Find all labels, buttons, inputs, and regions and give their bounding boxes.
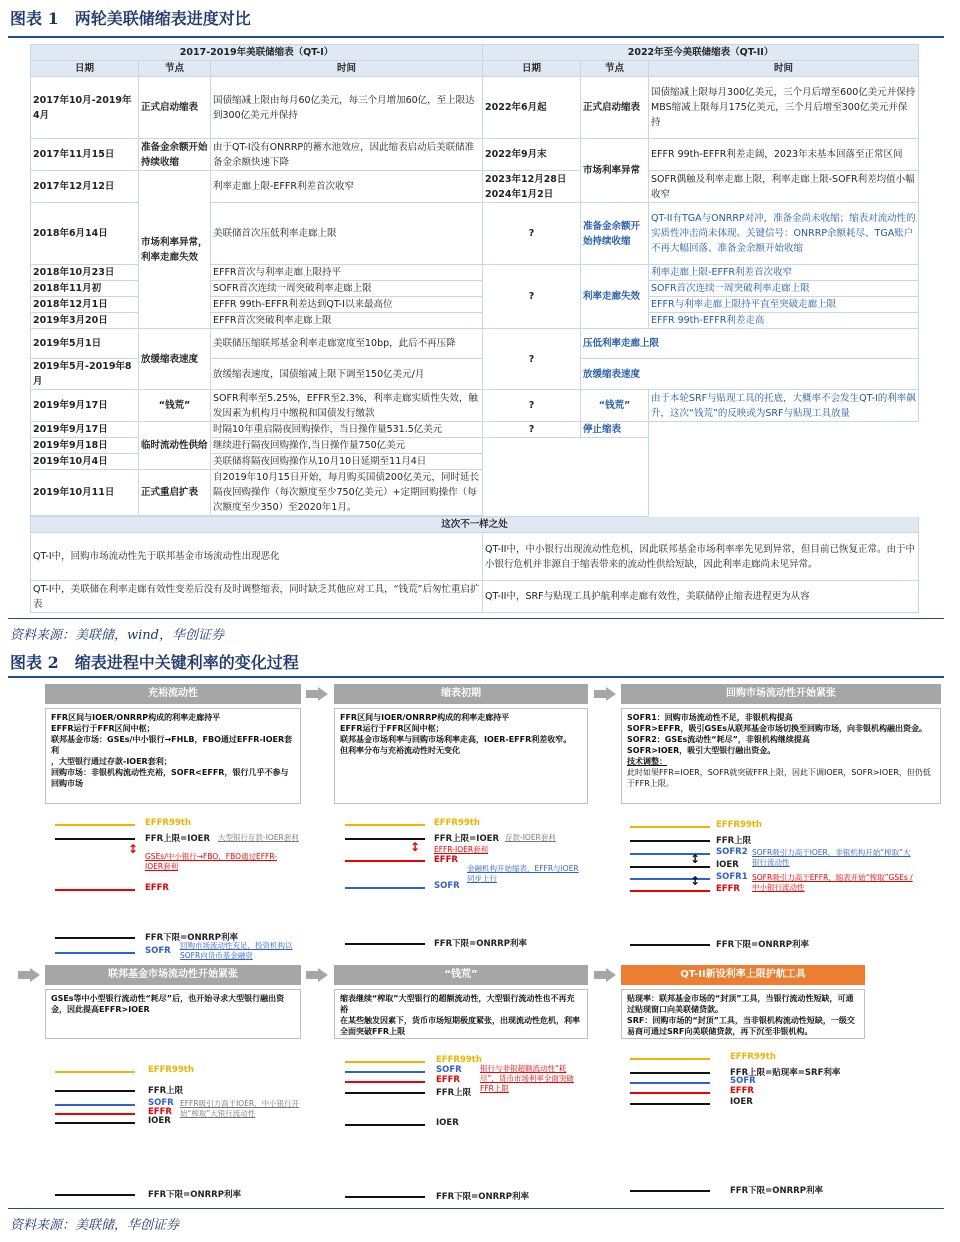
effr99-label: EFFR99th [730, 1052, 776, 1062]
cell-text: SOFR首次连续一周突破利率走廊上限 [211, 281, 483, 297]
effr-label: EFFR [434, 855, 458, 865]
sofr-line [345, 1071, 425, 1073]
panel3-header: 回购市场流动性开始紧张 [621, 684, 941, 704]
floor-label: FFR下限=ONRRP利率 [730, 1186, 823, 1196]
table-row [31, 533, 919, 581]
cap-note: 大型银行存款-IOER套利 [218, 833, 299, 842]
effr-line [630, 890, 710, 892]
flow-arrow-icon [594, 968, 616, 982]
floor-label: FFR下限=ONRRP利率 [436, 1192, 529, 1202]
table-group-header [31, 45, 919, 61]
cell-date: 2019年9月17日 [31, 390, 139, 422]
cell-text: SOFR利率至5.25%，EFFR至2.3%，利率走廊实质性失效，触发因素为机构月中缴税和国债发行缴款 [211, 390, 483, 422]
effr99-label: EFFR99th [148, 1065, 194, 1075]
cell-date: ? [483, 390, 581, 422]
cell-date: 2019年5月1日 [31, 329, 139, 359]
table-row [31, 329, 919, 359]
cell-node: 准备金余额开始持续收缩 [139, 139, 211, 171]
panel2-header: 缩表初期 [334, 684, 588, 704]
sofr-label: SOFR [434, 881, 460, 891]
effr-label: EFFR [436, 1075, 460, 1085]
effr99-label: EFFR99th [145, 818, 191, 828]
effr99-line [55, 1071, 135, 1073]
floor-line [55, 937, 135, 939]
panel5-header: “钱荒” [334, 965, 588, 985]
source-note-2: 资料来源：美联储，华创证券 [10, 1218, 180, 1233]
cap-label: FFR上限 [716, 836, 752, 846]
table-row [31, 422, 919, 438]
cell-text: 利率走廊上限-EFFR利差首次收窄 [649, 265, 919, 281]
col-date: 日期 [31, 61, 139, 77]
cell-node: 正式重启扩表 [139, 470, 211, 516]
cell-date: 2019年9月17日 [31, 422, 139, 438]
cell-node: 市场利率异常，利率走廊失效 [139, 171, 211, 329]
cell-text: EFFR 99th-EFFR利差达到QT-I以来最高位 [211, 297, 483, 313]
ioer-label: IOER [436, 1118, 459, 1128]
effr-label: EFFR [716, 884, 740, 894]
crisis-note: 银行与非银超额流动性“耗尽”，货币市场利率全面突破FFR上限 [480, 1064, 574, 1093]
cell-date: 2019年3月20日 [31, 313, 139, 329]
cap-note: 存款-IOER套利 [505, 833, 556, 842]
cell-text: 放缓缩表速度，国债缩减上限下调至150亿美元/月 [211, 359, 483, 390]
cell-text: 国债缩减上限每月300亿美元，三个月后增至600亿美元并保持 MBS缩减上限每月175亿美元，三个月后增至300亿美元并保持 [649, 77, 919, 139]
spread-arrow-icon: ↕ [690, 874, 701, 888]
effr99-line [630, 1058, 710, 1060]
panel1-box: FFR区间与IOER/ONRRP构成的利率走廊持平 EFFR运行于FFR区间中枢； 联邦基金市场：GSEs/中小银行→FHLB，FBO通过EFFR-IOER套利 ，大型银行通过存款-IOER套利； 回购市场：非银机构流动性充裕，SOFR<EFFR，银行几乎不参与回购市场 [45, 708, 301, 804]
effr-label: EFFR [148, 1107, 172, 1117]
panel6-header: QT-II新设利率上限护航工具 [621, 965, 865, 985]
ioer-line [630, 1103, 710, 1105]
sofr-label: SOFR [148, 1098, 174, 1108]
diff-left-1: QT-I中，回购市场流动性先于联邦基金市场流动性出现恶化 [31, 533, 483, 581]
ioer-line [345, 1124, 425, 1126]
figure2-rule [8, 676, 944, 678]
effr99-label: EFFR99th [434, 818, 480, 828]
cell-text: EFFR与利率走廊上限持平直至突破走廊上限 [649, 297, 919, 313]
figure2-title: 图表 2 缩表进程中关键利率的变化过程 [10, 653, 299, 672]
cell-date: 2018年12月1日 [31, 297, 139, 313]
col-date: 日期 [483, 61, 581, 77]
cell-node: 临时流动性供给 [139, 422, 211, 470]
flow-arrow-icon [18, 968, 40, 982]
cell-date: 2019年10月11日 [31, 470, 139, 516]
sofr-label: SOFR [145, 946, 171, 956]
effr99-line [345, 824, 425, 826]
effr-line [345, 1081, 425, 1083]
effr-line [55, 1113, 135, 1115]
cell-text: 时隔10年重启隔夜回购操作，当日操作量531.5亿美元 [211, 422, 483, 438]
sofr1-note: SOFR吸引力高于EFFR，缩表开始“榨取”GSEs /中小银行流动性 [752, 873, 913, 892]
sofr-line [630, 1082, 710, 1084]
cell-text: EFFR 99th-EFFR利差走高 [649, 313, 919, 329]
panel3-box: SOFR1：回购市场流动性不足，非银机构提高 SOFR>EFFR，吸引GSEs从联邦基金市场切换至回购市场，向非银机构融出资金。 SOFR2：GSEs流动性“耗尽”，非银机构继续提高 SOFR>IOER，吸引大型银行融出资金。 技术调整： 此时如果FFR=IOER，SOFR就突破FFR上限，因此下调IOER，SOFR>IOER，但仍低于FFR上限。 [621, 708, 941, 804]
flow-arrow-icon [306, 968, 328, 982]
cell-text: EFFR首次与利率走廊上限持平 [211, 265, 483, 281]
diff-right-2: QT-II中，SRF与贴现工具护航利率走廊有效性，美联储停止缩表进程更为从容 [483, 581, 919, 613]
table-column-header [31, 61, 919, 77]
diff-left-2: QT-I中，美联储在利率走廊有效性变差后没有及时调整缩表，同时缺乏其他应对工具，“钱荒”后匆忙重启扩表 [31, 581, 483, 613]
cell-text: 美联储首次压低利率走廊上限 [211, 203, 483, 265]
cell-node: 准备金余额开始持续收缩 [581, 203, 649, 265]
cell-text: 由于本轮SRF与贴现工具的托底，大概率不会发生QT-I的利率飙升，这次“钱荒”的反映或为SRF与贴现工具放量 [649, 390, 919, 422]
cap-label: FFR上限 [436, 1088, 472, 1098]
cell-text: 由于QT-I没有ONRRP的蓄水池效应，因此缩表启动后美联储准备金余额快速下降 [211, 139, 483, 171]
cell-date: 2017年10月-2019年4月 [31, 77, 139, 139]
ioer-label: IOER [148, 1116, 171, 1126]
panel1-header: 充裕流动性 [45, 684, 301, 704]
effr99-line [345, 1061, 425, 1063]
cell-text: 继续进行隔夜回购操作,当日操作量750亿美元 [211, 438, 483, 454]
cell-node: “钱荒” [139, 390, 211, 422]
sofr-note: 金融机构开始缩表，EFFR与IOER同步上行 [467, 864, 579, 883]
cell-date: 2017年12月12日 [31, 171, 139, 203]
flow-arrow-icon [594, 687, 616, 701]
arbitrage-arrow-icon: ↕ [128, 842, 139, 856]
qt1-group-title: 2017-2019年美联储缩表（QT-I） [31, 45, 483, 61]
cell-node: 正式启动缩表 [139, 77, 211, 139]
ioer-label: IOER [716, 860, 739, 870]
effr99-line [55, 824, 135, 826]
sofr2-note: SOFR吸引力高于IOER，非银机构开始“榨取”大银行流动性 [752, 848, 911, 867]
effr-note: EFFR吸引力高于IOER，中小银行开始“榨取”大银行流动性 [180, 1099, 300, 1118]
floor-label: FFR下限=ONRRP利率 [716, 940, 809, 950]
cell-text: 利率走廊上限-EFFR利差首次收窄 [211, 171, 483, 203]
cell-date: 2018年6月14日 [31, 203, 139, 265]
cap-line [55, 838, 135, 840]
floor-line [345, 943, 425, 945]
table-row [31, 171, 919, 203]
cell-date: ? [483, 203, 581, 265]
cell-date: ? [483, 265, 581, 329]
cell-date: 2018年10月23日 [31, 265, 139, 281]
cell-text: 美联储压缩联邦基金利率走廊宽度至10bp，此后不再压降 [211, 329, 483, 359]
cell-text: 自2019年10月15日开始，每月购买国债200亿美元，同时延长隔夜回购操作（每次额度至少750亿美元）+定期回购操作（每次额度至少350）至2020年1月。 [211, 470, 483, 516]
sofr-line [55, 1104, 135, 1106]
floor-label: FFR下限=ONRRP利率 [145, 933, 238, 943]
floor-label: FFR下限=ONRRP利率 [148, 1190, 241, 1200]
cell-date: ? [483, 422, 581, 438]
cell-date: 2018年11月初 [31, 281, 139, 297]
cell-date: 2019年9月18日 [31, 438, 139, 454]
empty-cell [649, 422, 919, 517]
cap-label: FFR上限=贴现率=SRF利率 [730, 1068, 841, 1078]
cell-text: SOFR偶触及利率走廊上限，利率走廊上限-SOFR利差均值小幅收窄 [649, 171, 919, 203]
cap-line [345, 1092, 425, 1094]
arbitrage-note: GSEs/中小银行→FBO，FBO通过EFFR-IOER套利 [145, 852, 277, 871]
cell-date: 2023年12月28日 2024年1月2日 [483, 171, 581, 203]
col-time: 时间 [649, 61, 919, 77]
panel6-box: 贴现率：联邦基金市场的“封顶”工具，当银行流动性短缺，可通过贴现窗口向美联储贷款。 SRF：回购市场的“封顶”工具，当非银机构流动性短缺，一级交易商可通过SRF向美联储贷款，再下沉至非银机构。 [621, 989, 865, 1039]
cell-node: 市场利率异常 [581, 139, 649, 203]
cell-date: 2022年6月起 [483, 77, 581, 139]
figure1-title: 图表 1 两轮美联储缩表进度对比 [10, 9, 251, 28]
effr99-line [630, 826, 710, 828]
cell-date: 2022年9月末 [483, 139, 581, 171]
cap-line [630, 1072, 710, 1074]
cell-text: SOFR首次连续一周突破利率走廊上限 [649, 281, 919, 297]
ioer-line [630, 866, 710, 868]
cap-label: FFR上限=IOER [434, 834, 500, 844]
floor-line [345, 1196, 425, 1198]
figure2-bottom-rule [8, 1208, 944, 1209]
ioer-label: IOER [730, 1097, 753, 1107]
floor-line [630, 944, 710, 946]
sofr2-label: SOFR2 [716, 847, 748, 857]
cell-node: 压低利率走廊上限 [581, 329, 919, 359]
effr99-label: EFFR99th [436, 1055, 482, 1065]
sofr-line [345, 887, 425, 889]
panel2-box: FFR区间与IOER/ONRRP构成的利率走廊持平 EFFR运行于FFR区间中枢； 联邦基金市场利率与回购市场利率走高，IOER-EFFR利差收窄。 但利率分布与充裕流动性时无变化 [334, 708, 588, 804]
panel5-box: 缩表继续“榨取”大型银行的超额流动性，大型银行流动性也不再充裕 在某些触发因素下，货币市场短期极度紧张，出现流动性危机，利率全面突破FFR上限 [334, 989, 588, 1039]
empty-cell [483, 438, 649, 517]
cell-text: QT-II有TGA与ONRRP对冲，准备金尚未收缩；缩表对流动性的实质性冲击尚未体现。关键信号：ONRRP余额耗尽、TGA账户不再大幅回落、准备金余额开始收缩 [649, 203, 919, 265]
col-time: 时间 [211, 61, 483, 77]
cell-text: EFFR首次突破利率走廊上限 [211, 313, 483, 329]
cell-node: 利率走廊失效 [581, 265, 649, 329]
cell-date: ? [483, 329, 581, 390]
cell-node: 正式启动缩表 [581, 77, 649, 139]
diff-title: 这次不一样之处 [31, 517, 919, 533]
cell-text: EFFR 99th-EFFR利差走阔，2023年末基本回落至正常区间 [649, 139, 919, 171]
table-row [31, 581, 919, 613]
effr-label: EFFR [730, 1086, 754, 1096]
flow-arrow-icon [306, 687, 328, 701]
cap-label: FFR上限=IOER [145, 834, 211, 844]
cap-line [630, 840, 710, 842]
panel4-box: GSEs等中小型银行流动性“耗尽”后，也开始寻求大型银行融出资金，因此提高EFFR>IOER [45, 989, 301, 1039]
sofr-label: SOFR [436, 1065, 462, 1075]
floor-line [55, 1194, 135, 1196]
source-note-1: 资料来源：美联储，wind，华创证券 [10, 628, 224, 643]
effr-line [55, 889, 135, 891]
arbitrage-note: EFFR-IOER套利 [434, 845, 489, 854]
cell-text: 国债缩减上限由每月60亿美元，每三个月增加60亿，至上限达到300亿美元并保持 [211, 77, 483, 139]
col-node: 节点 [581, 61, 649, 77]
effr-label: EFFR [145, 883, 169, 893]
effr-line [345, 860, 425, 862]
cell-date: 2017年11月15日 [31, 139, 139, 171]
figure1-bottom-rule [8, 618, 944, 619]
cell-node: 放缓缩表速度 [139, 329, 211, 390]
arbitrage-arrow-icon: ↕ [410, 840, 421, 854]
table-row [31, 77, 919, 139]
spread-arrow-icon: ↕ [690, 852, 701, 866]
sofr-label: SOFR [730, 1076, 756, 1086]
table-row [31, 390, 919, 422]
table-row [31, 139, 919, 171]
ioer-line [55, 1122, 135, 1124]
effr-line [630, 1092, 710, 1094]
cell-node: 停止缩表 [581, 422, 649, 438]
comparison-table [30, 44, 919, 613]
cell-node: “钱荒” [581, 390, 649, 422]
sofr-note: 回购市场流动性充足，投资机构以SOFR向货币基金融资 [180, 941, 293, 960]
floor-line [630, 1190, 710, 1192]
sofr1-label: SOFR1 [716, 872, 748, 882]
floor-label: FFR下限=ONRRP利率 [434, 939, 527, 949]
cap-line [55, 1090, 135, 1092]
cell-date: 2019年5月-2019年8月 [31, 359, 139, 390]
cap-label: FFR上限 [148, 1086, 184, 1096]
cell-date: 2019年10月4日 [31, 454, 139, 470]
diff-header-row [31, 517, 919, 533]
diff-right-1: QT-II中，中小银行出现流动性危机，因此联邦基金市场利率率先见到异常，但目前已恢复正常。由于中小银行危机并非源自于缩表带来的流动性供给短缺，因此利率走廊尚未见异常。 [483, 533, 919, 581]
cell-text: 美联储将隔夜回购操作从10月10日延期至11月4日 [211, 454, 483, 470]
sofr-line [55, 952, 135, 954]
qt2-group-title: 2022年至今美联储缩表（QT-II） [483, 45, 919, 61]
figure1-rule [8, 36, 944, 38]
effr99-label: EFFR99th [716, 820, 762, 830]
col-node: 节点 [139, 61, 211, 77]
panel4-header: 联邦基金市场流动性开始紧张 [45, 965, 301, 985]
cell-node: 放缓缩表速度 [581, 359, 919, 390]
